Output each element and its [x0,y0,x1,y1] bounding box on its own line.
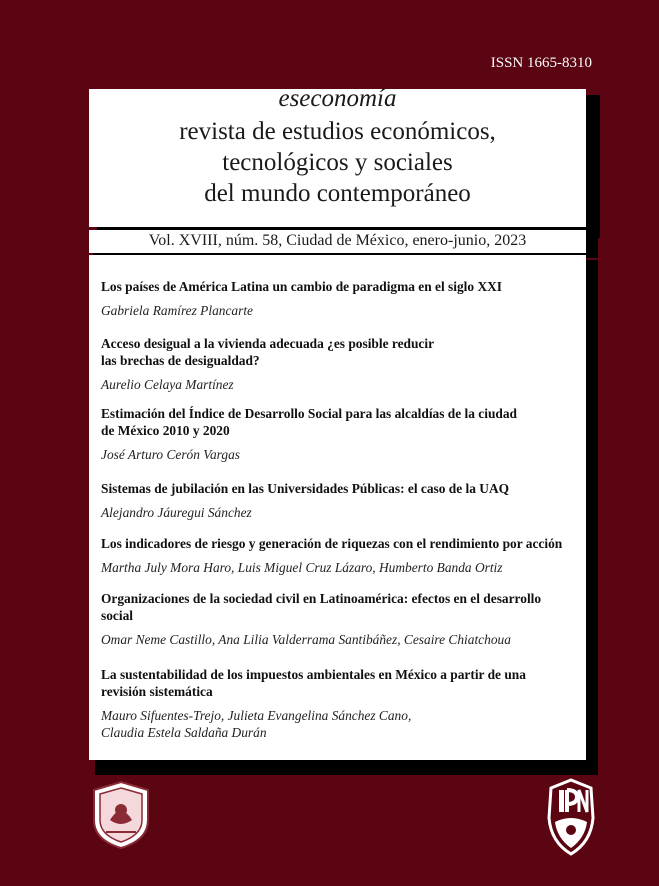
article-entry [101,278,581,319]
article-title[interactable]: Organizaciones de la sociedad civil en Latinoamérica: efectos en el desarrollo social [101,591,542,623]
subtitle-line: tecnológicos y sociales [222,149,453,176]
article-author: Gabriela Ramírez Plancarte [101,303,253,318]
journal-header [89,85,586,227]
escuela-seal-icon [90,780,152,850]
article-author: José Arturo Cerón Vargas [101,447,240,462]
issn-label: ISSN 1665-8310 [490,55,592,71]
article-author: Omar Neme Castillo, Ana Lilia Valderrama Santibáñez, Cesaire Chiatchoua [101,632,511,647]
article-title[interactable]: La sustentabilidad de los impuestos ambientales en México a partir de una revisión sistemática [101,667,526,699]
article-title[interactable]: Los indicadores de riesgo y generación de riquezas con el rendimiento por acción [101,536,563,551]
article-author: Martha July Mora Haro, Luis Miguel Cruz Lázaro, Humberto Banda Ortiz [101,560,503,575]
article-author: Aurelio Celaya Martínez [101,377,234,392]
article-title[interactable]: Sistemas de jubilación en las Universidades Públicas: el caso de la UAQ [101,481,510,496]
article-entry [101,405,581,463]
article-entry [101,480,581,521]
article-entry [101,535,581,576]
subtitle-line: revista de estudios económicos, [179,118,496,145]
table-of-contents [89,255,586,760]
article-title[interactable]: Acceso desigual a la vivienda adecuada ¿es posible reducir las brechas de desigualdad? [101,336,435,368]
article-entry [101,666,581,741]
article-entry [101,590,581,648]
article-author: Alejandro Jáuregui Sánchez [101,505,252,520]
article-entry [101,335,581,393]
journal-name: eseconomía [278,85,397,112]
article-title[interactable]: Estimación del Índice de Desarrollo Social para las alcaldías de la ciudad de México 2010 y 2020 [101,406,517,438]
volume-info: Vol. XVIII, núm. 58, Ciudad de México, enero-junio, 2023 [89,230,586,253]
article-author: Mauro Sifuentes-Trejo, Julieta Evangelina Sánchez Cano, Claudia Estela Saldaña Durán [101,708,412,740]
journal-subtitle [89,116,586,209]
ipn-logo-icon [545,778,597,856]
subtitle-line: del mundo contemporáneo [204,180,471,207]
article-title[interactable]: Los países de América Latina un cambio de paradigma en el siglo XXI [101,279,502,294]
